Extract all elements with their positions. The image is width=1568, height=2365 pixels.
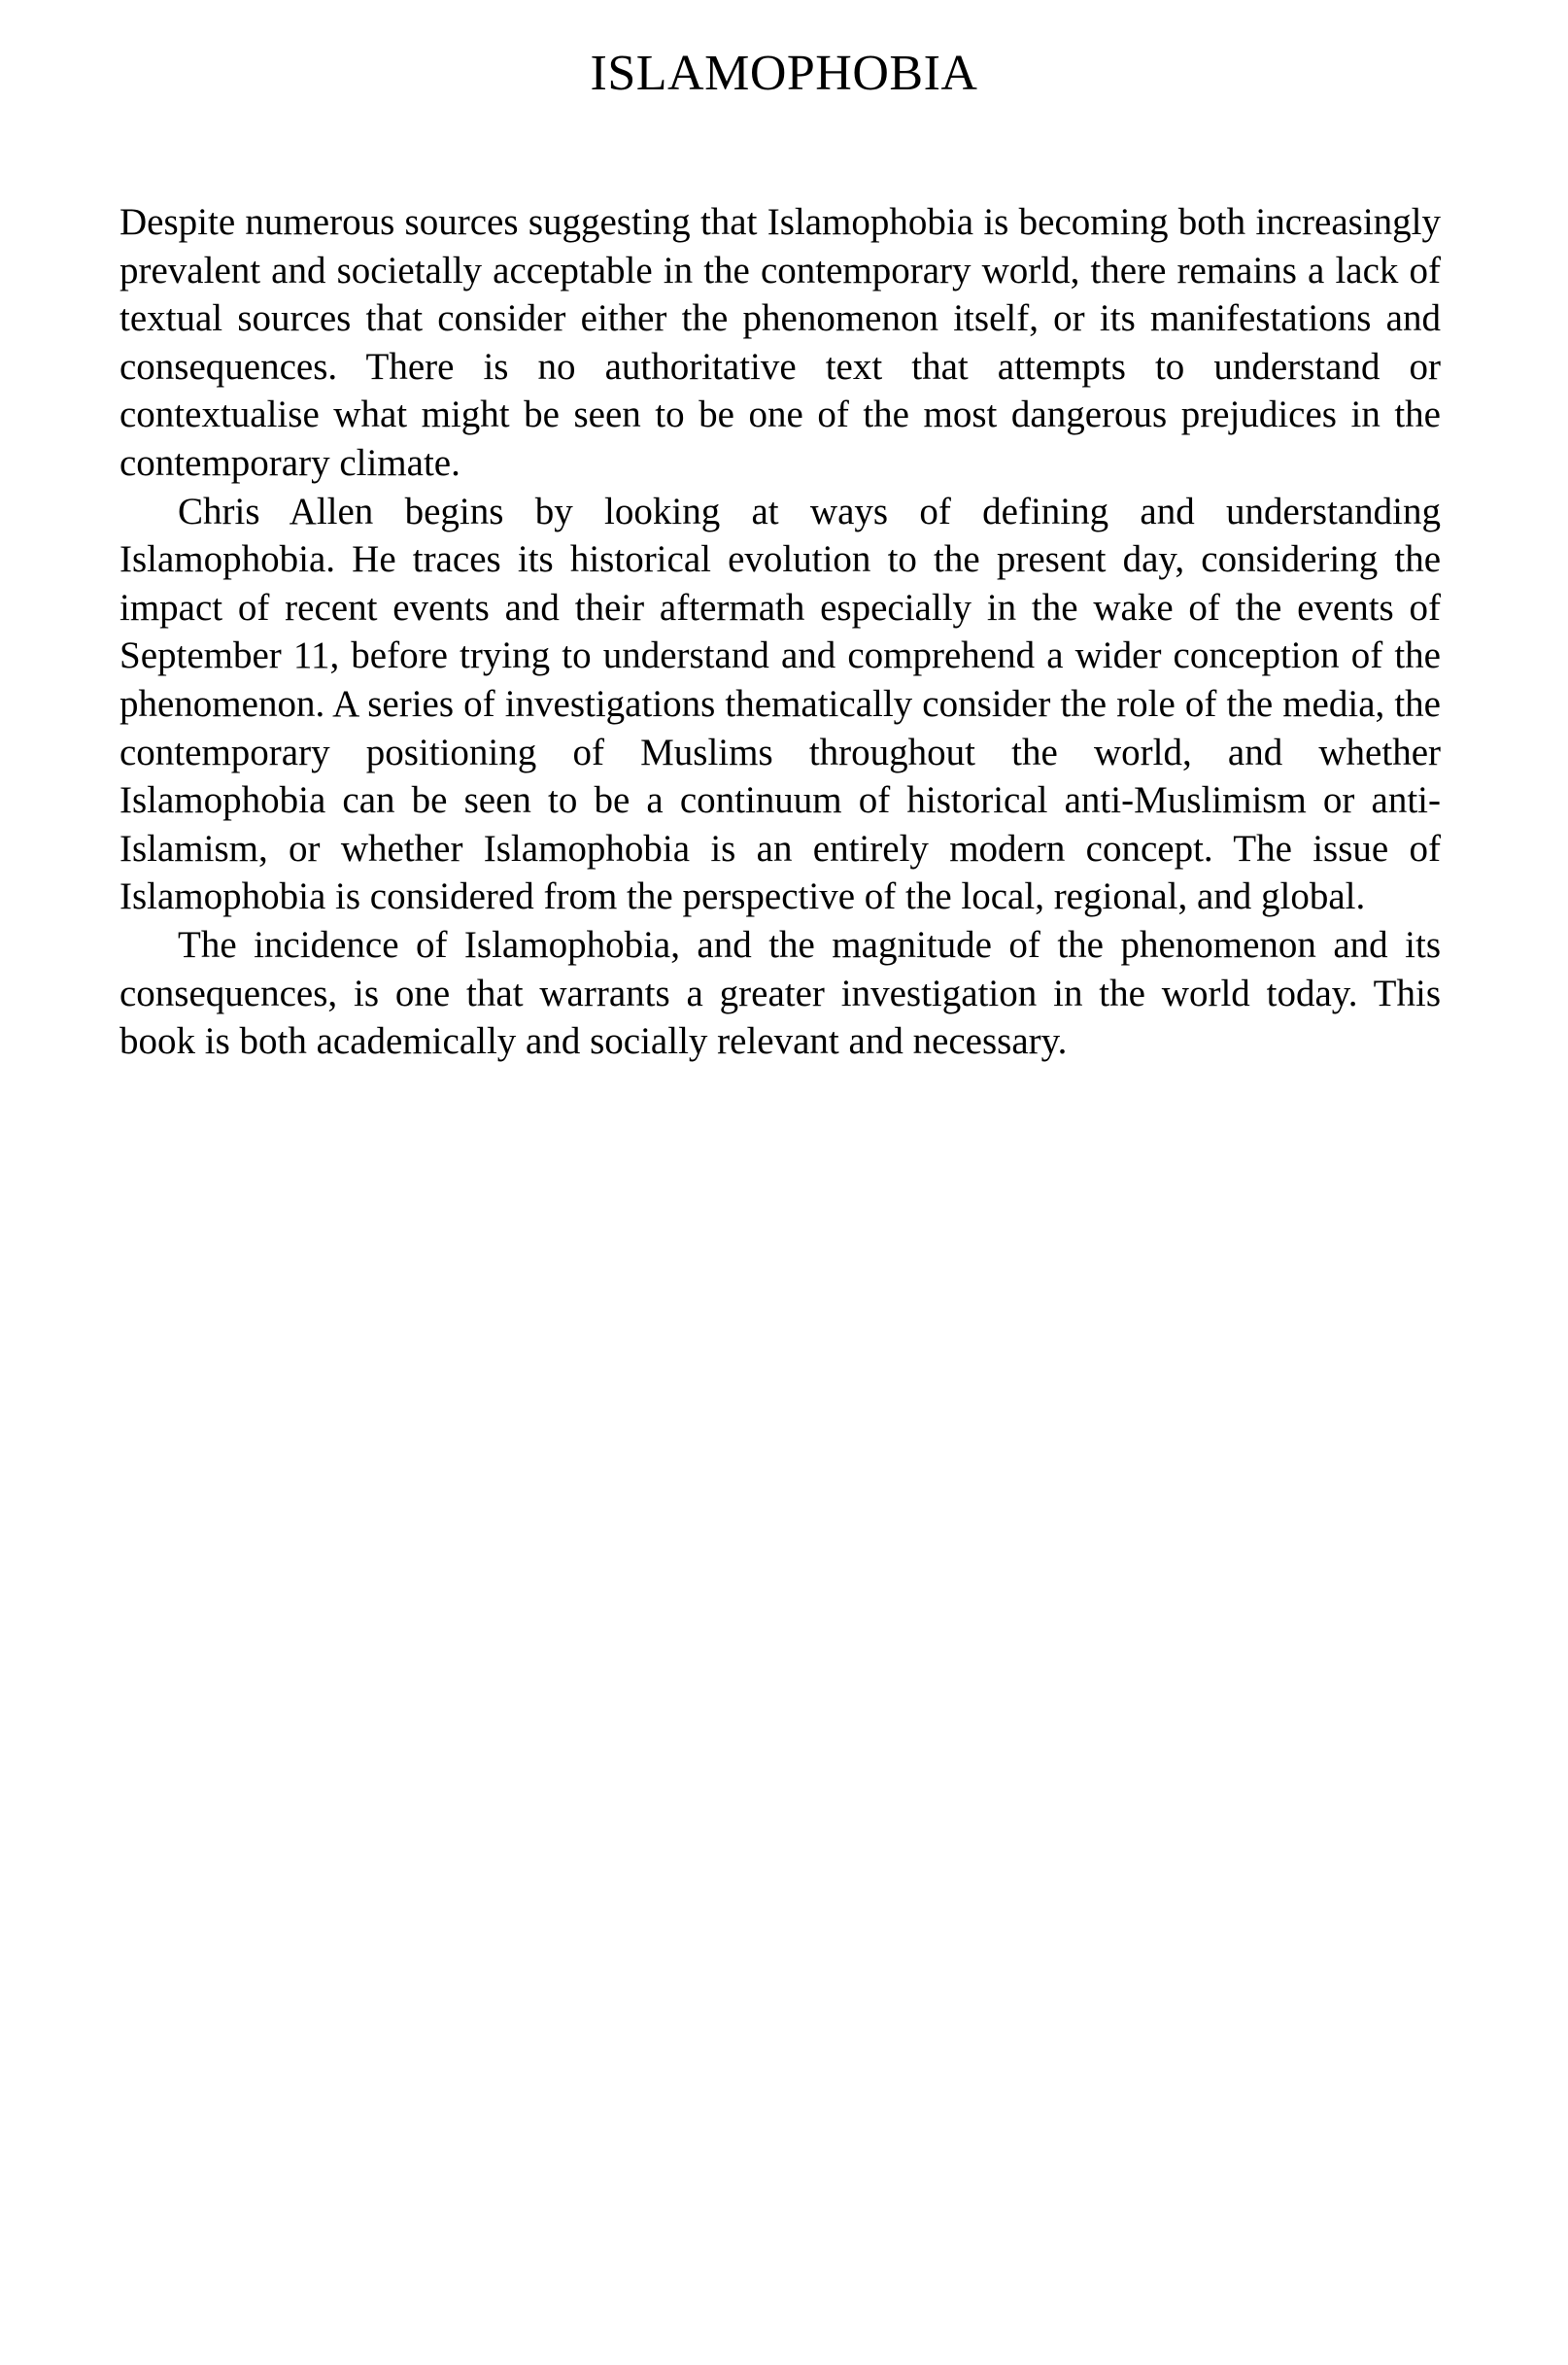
paragraph-summary: Chris Allen begins by looking at ways of defining and understanding Islamophobia. He traces its historical evolution to the present day, considering the impact of recent events and their aftermath especially in the wake of the events of September 11, before trying to understand and comprehend a wider conception of the phenomenon. A series of investigations thematically consider the role of the media, the contemporary positioning of Muslims throughout the world, and whether Islamophobia can be seen to be a continuum of historical anti-Muslimism or anti-Islamism, or whether Islamophobia is an entirely modern concept. The issue of Islamophobia is considered from the perspective of the local, regional, and global.	[119, 490, 1441, 918]
paragraph-intro: Despite numerous sources suggesting that Islamophobia is becoming both increasingly prevalent and societally acceptable in the contemporary world, there remains a lack of textual sources that consider either the phenomenon itself, or its manifestations and consequences. There is no authoritative text that attempts to understand or contextualise what might be seen to be one of the most dangerous prejudices in the contemporary climate.	[119, 201, 1441, 484]
paragraph-conclusion: The incidence of Islamophobia, and the magnitude of the phenomenon and its consequences, is one that warrants a greater investigation in the world today. This book is both academically and socially relevant and necessary.	[119, 923, 1441, 1063]
page-title: ISLAMOPHOBIA	[590, 46, 978, 101]
body-text	[119, 198, 1441, 1066]
